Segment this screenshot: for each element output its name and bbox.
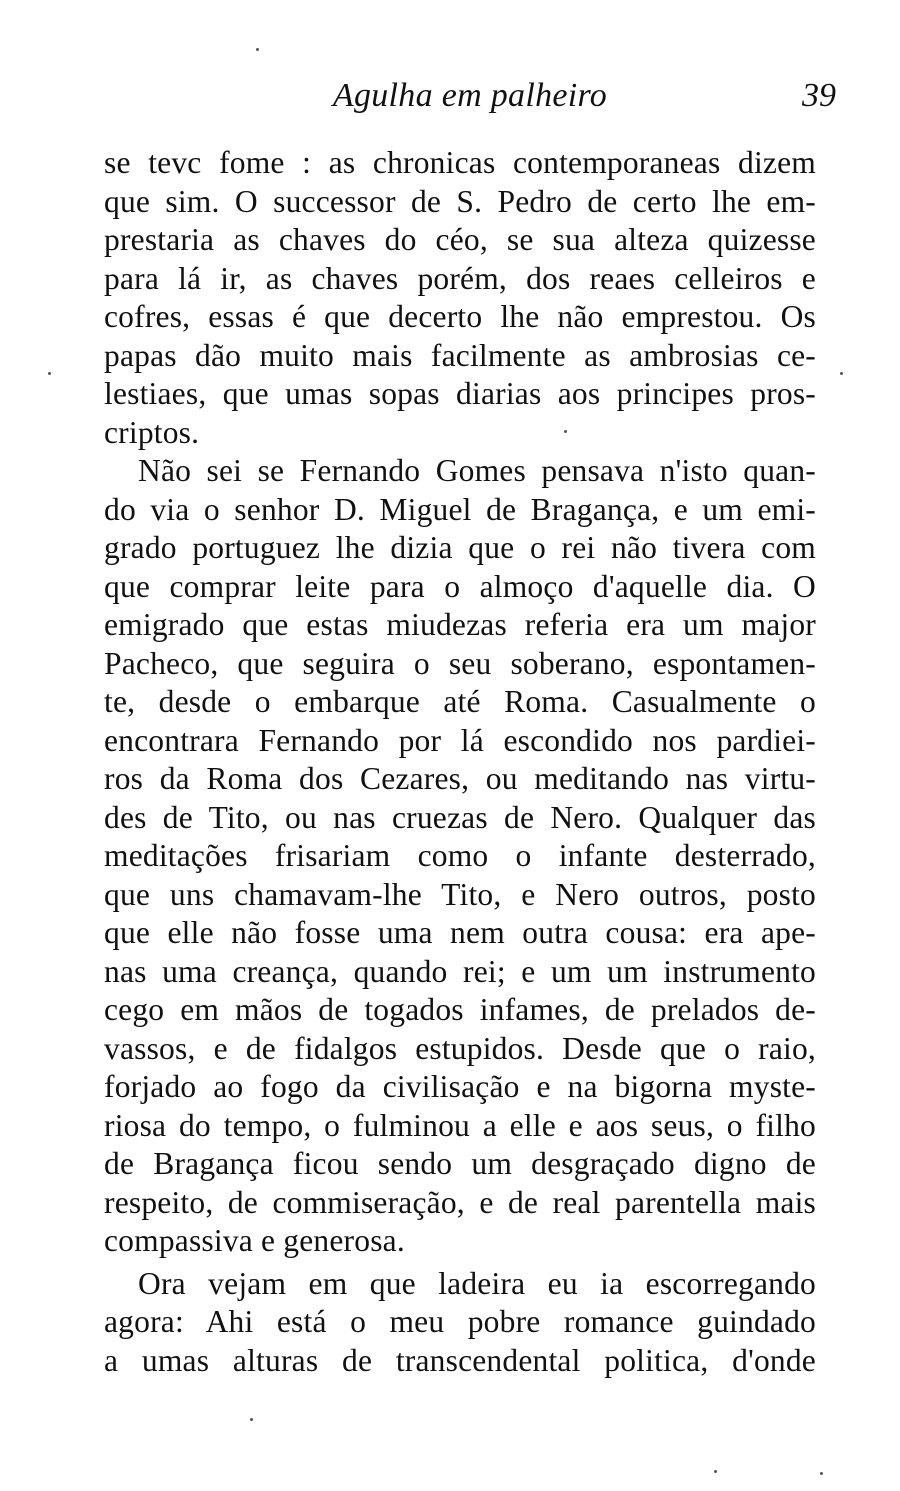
text-line: Ora vejam em que ladeira eu ia escorregando (138, 1265, 816, 1301)
page-number: 39 (802, 77, 836, 114)
text-line: cofres, essas é que decerto lhe não emprestou. Os (104, 299, 816, 334)
scan-speck (250, 1418, 253, 1421)
text-line: prestaria as chaves do céo, se sua alteza quizesse (104, 222, 816, 257)
page-header (100, 72, 840, 120)
text-line: grado portuguez lhe dizia que o rei não tivera com (104, 530, 816, 565)
text-line: encontrara Fernando por lá escondido nos pardiei- (104, 722, 816, 758)
text-line: que sim. O successor de S. Pedro de certo lhe em- (104, 183, 816, 219)
text-line: agora: Ahi está o meu pobre romance guindado (104, 1304, 816, 1339)
scan-speck (840, 372, 843, 375)
text-line: a umas alturas de transcendental politica, d'onde (104, 1342, 816, 1378)
text-line: do via o senhor D. Miguel de Bragança, e um emi- (104, 491, 816, 527)
text-line: vassos, e de fidalgos estupidos. Desde que o raio, (104, 1030, 816, 1066)
scan-speck (714, 1470, 717, 1473)
text-line: ros da Roma dos Cezares, ou meditando nas virtu- (104, 761, 816, 796)
text-line: que elle não fosse uma nem outra cousa: era ape- (104, 915, 816, 950)
text-line: Pacheco, que seguira o seu soberano, espontamen- (104, 645, 816, 681)
text-line: nas uma creança, quando rei; e um um instrumento (104, 953, 816, 989)
text-line: que uns chamavam-lhe Tito, e Nero outros, posto (104, 876, 816, 912)
text-line: te, desde o embarque até Roma. Casualmente o (104, 684, 816, 719)
text-line: cego em mãos de togados infames, de prelados de- (104, 992, 816, 1027)
text-line: lestiaes, que umas sopas diarias aos principes pros- (104, 376, 816, 411)
text-line: compassiva e generosa. (104, 1223, 405, 1258)
text-line: que comprar leite para o almoço d'aquelle dia. O (104, 568, 816, 604)
scan-speck (564, 430, 567, 433)
text-line: respeito, de commiseração, e de real parentella mais (104, 1184, 816, 1220)
text-line: riosa do tempo, o fulminou a elle e aos seus, o filho (104, 1107, 816, 1143)
text-line: forjado ao fogo da civilisação e na bigorna myste- (104, 1069, 816, 1104)
scan-speck (48, 372, 51, 375)
text-line: meditações frisariam como o infante desterrado, (104, 838, 816, 873)
text-line: papas dão muito mais facilmente as ambrosias ce- (104, 337, 816, 373)
text-line: para lá ir, as chaves porém, dos reaes celleiros e (104, 260, 816, 296)
text-line: des de Tito, ou nas cruezas de Nero. Qualquer das (104, 799, 816, 835)
scan-speck (256, 48, 259, 51)
text-line: criptos. (104, 414, 200, 450)
scan-speck (820, 1472, 823, 1475)
running-title: Agulha em palheiro (332, 77, 608, 114)
text-line: emigrado que estas miudezas referia era um major (104, 607, 816, 642)
text-line: de Bragança ficou sendo um desgraçado digno de (104, 1146, 816, 1181)
body-text (104, 144, 816, 1380)
text-line: se tevc fome : as chronicas contemporaneas dizem (104, 145, 816, 180)
text-line: Não sei se Fernando Gomes pensava n'isto quan- (138, 453, 816, 488)
